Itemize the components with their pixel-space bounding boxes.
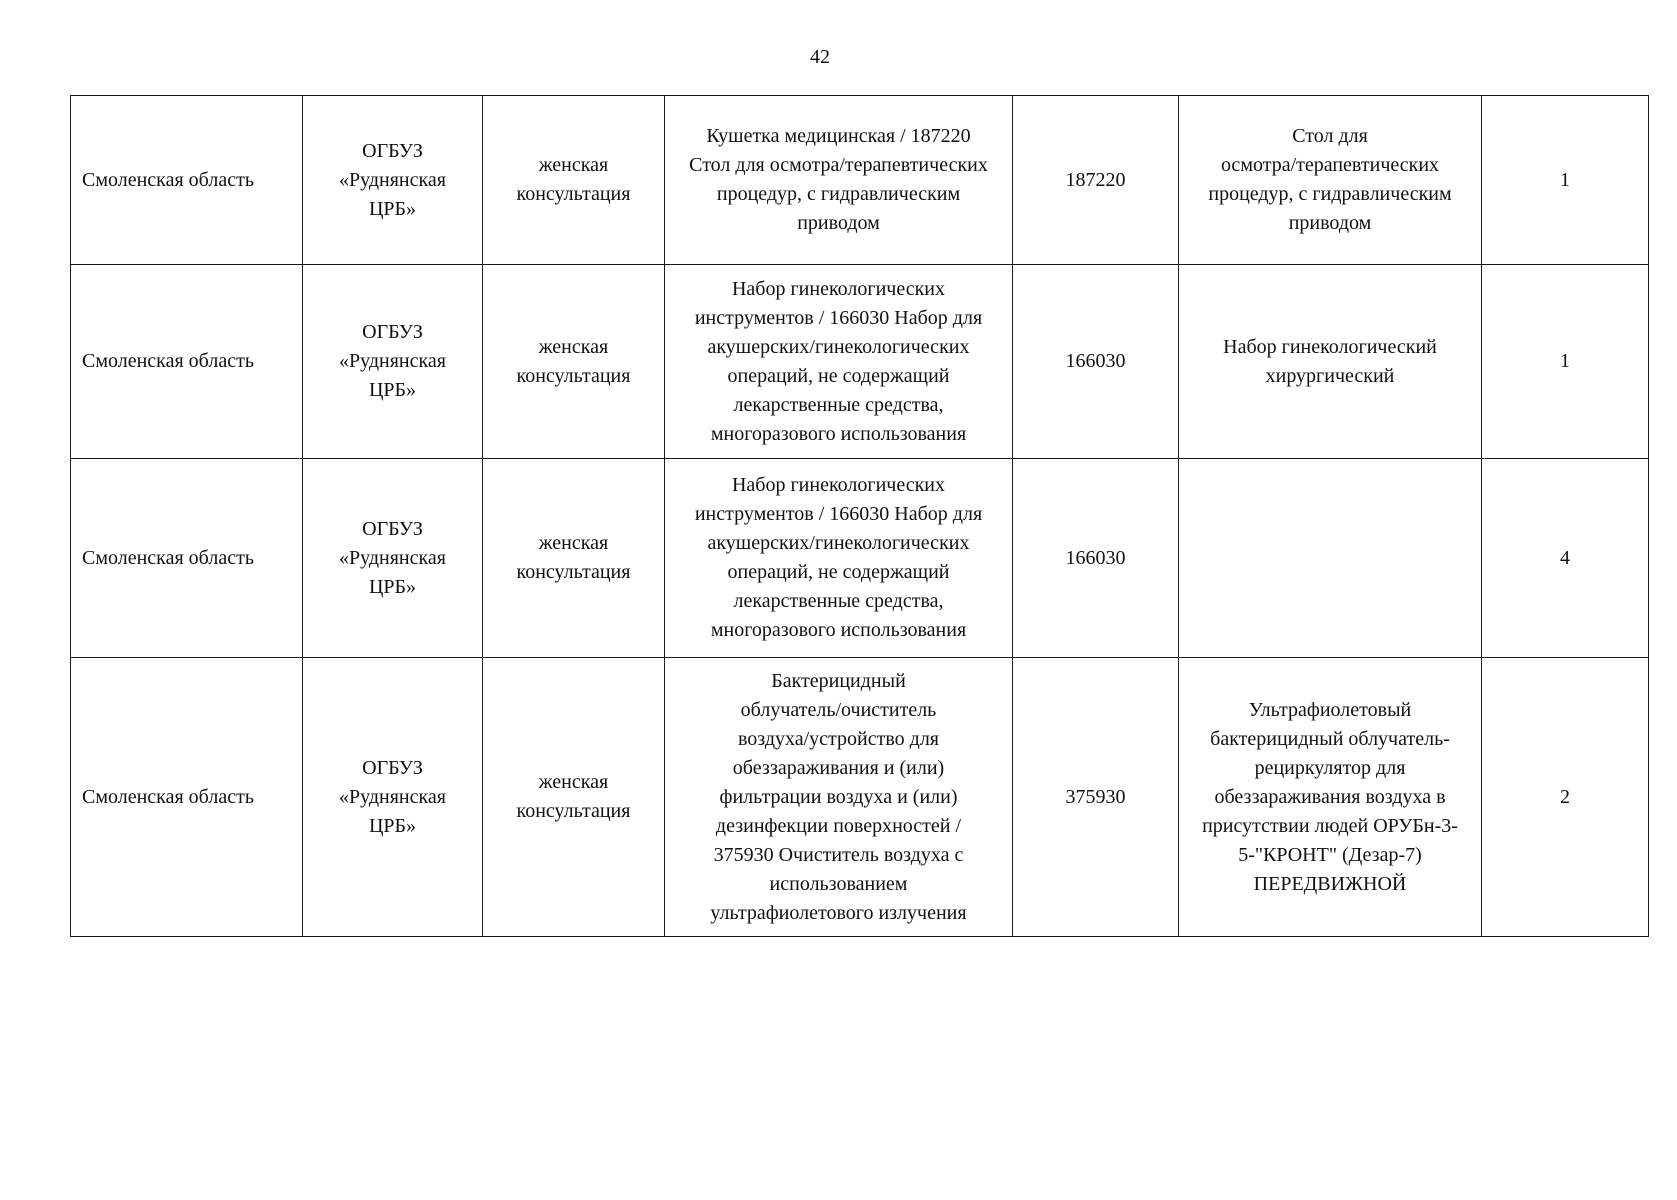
organization-cell: ОГБУЗ «Руднянская ЦРБ» <box>303 96 483 265</box>
code-cell: 187220 <box>1013 96 1179 265</box>
description-cell: Ультрафиолетовый бактерицидный облучатель- рециркулятор для обеззараживания воздуха в присутствии людей ОРУБн-3- 5-"КРОНТ" (Дезар-7) ПЕРЕДВИЖНОЙ <box>1179 658 1482 937</box>
table-row <box>71 658 1649 937</box>
organization-cell: ОГБУЗ «Руднянская ЦРБ» <box>303 658 483 937</box>
code-cell: 375930 <box>1013 658 1179 937</box>
organization-cell: ОГБУЗ «Руднянская ЦРБ» <box>303 265 483 459</box>
region-cell: Смоленская область <box>71 96 303 265</box>
quantity-cell: 1 <box>1482 265 1649 459</box>
description-cell <box>1179 459 1482 658</box>
description-cell: Стол для осмотра/терапевтических процедур, с гидравлическим приводом <box>1179 96 1482 265</box>
equipment-table <box>70 95 1649 937</box>
equipment-cell: Набор гинекологических инструментов / 166030 Набор для акушерских/гинекологических операций, не содержащий лекарственные средства, многоразового использования <box>665 265 1013 459</box>
department-cell: женская консультация <box>483 658 665 937</box>
code-cell: 166030 <box>1013 265 1179 459</box>
table-row <box>71 96 1649 265</box>
table-row <box>71 459 1649 658</box>
region-cell: Смоленская область <box>71 658 303 937</box>
table-row <box>71 265 1649 459</box>
quantity-cell: 2 <box>1482 658 1649 937</box>
equipment-cell: Бактерицидный облучатель/очиститель воздуха/устройство для обеззараживания и (или) фильтрации воздуха и (или) дезинфекции поверхностей / 375930 Очиститель воздуха с использованием ультрафиолетового излучения <box>665 658 1013 937</box>
region-cell: Смоленская область <box>71 459 303 658</box>
department-cell: женская консультация <box>483 265 665 459</box>
page-number: 42 <box>810 46 830 68</box>
equipment-cell: Набор гинекологических инструментов / 166030 Набор для акушерских/гинекологических операций, не содержащий лекарственные средства, многоразового использования <box>665 459 1013 658</box>
equipment-cell: Кушетка медицинская / 187220 Стол для осмотра/терапевтических процедур, с гидравлическим приводом <box>665 96 1013 265</box>
description-cell: Набор гинекологический хирургический <box>1179 265 1482 459</box>
region-cell: Смоленская область <box>71 265 303 459</box>
department-cell: женская консультация <box>483 459 665 658</box>
organization-cell: ОГБУЗ «Руднянская ЦРБ» <box>303 459 483 658</box>
department-cell: женская консультация <box>483 96 665 265</box>
quantity-cell: 1 <box>1482 96 1649 265</box>
quantity-cell: 4 <box>1482 459 1649 658</box>
code-cell: 166030 <box>1013 459 1179 658</box>
